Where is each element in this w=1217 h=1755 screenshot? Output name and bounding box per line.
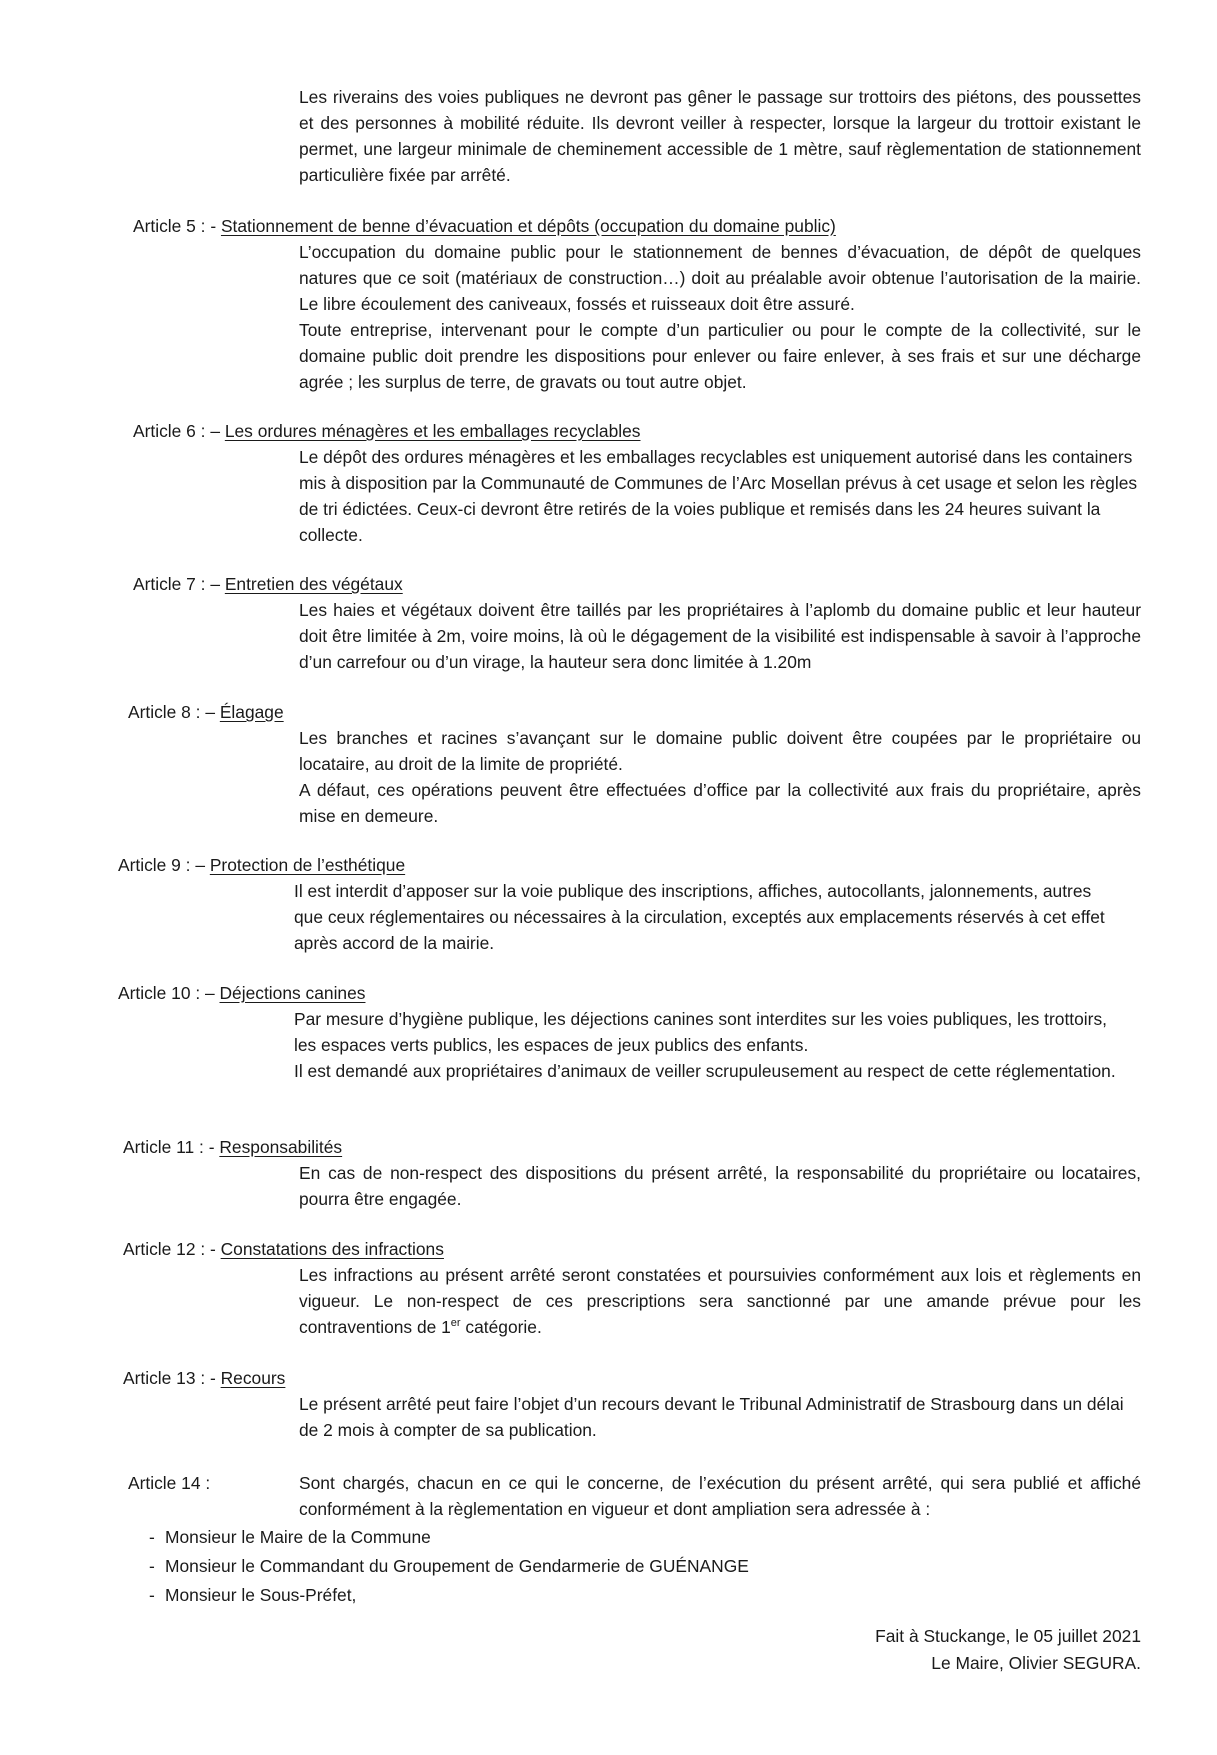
- article-title: Les ordures ménagères et les emballages recyclables: [224, 421, 641, 441]
- article-label: Article 10 :: [118, 983, 201, 1003]
- intro-paragraph: Les riverains des voies publiques ne devront pas gêner le passage sur trottoirs des piétons, des poussettes et des personnes à mobilité réduite. Ils devront veiller à respecter, lorsque la largeur du trottoir existant le permet, une largeur minimale de cheminement accessible de 1 mètre, sauf règlementation de stationnement particulière fixée par arrêté.: [299, 87, 1141, 185]
- list-item: - Monsieur le Maire de la Commune: [149, 1527, 431, 1547]
- article-title: Stationnement de benne d’évacuation et dépôts (occupation du domaine public): [220, 216, 836, 236]
- article-14-paragraph: Sont chargés, chacun en ce qui le concerne, de l’exécution du présent arrêté, qui sera publié et affiché conformément à la règlementation en vigueur et dont ampliation sera adressée à :: [299, 1473, 1141, 1519]
- article-13-heading: Article 13 : - Recours: [123, 1368, 286, 1388]
- article-label: Article 12 :: [123, 1239, 206, 1259]
- article-label: Article 7 :: [133, 574, 206, 594]
- article-label: Article 5 :: [133, 216, 206, 236]
- article-5-paragraph-1: L’occupation du domaine public pour le stationnement de bennes d’évacuation, de dépôt de quelques natures que ce soit (matériaux de construction…) doit au préalable avoir obtenue l’autorisation de la mairie. Le libre écoulement des caniveaux, fossés et ruisseaux doit être assuré.: [299, 242, 1141, 314]
- recipient-list: [149, 1523, 749, 1610]
- article-title: Élagage: [219, 702, 284, 722]
- article-8-paragraph-1: Les branches et racines s’avançant sur le domaine public doivent être coupées par le propriétaire ou locataire, au droit de la limite de propriété.: [299, 728, 1141, 774]
- signer-name: Le Maire, Olivier SEGURA.: [931, 1653, 1141, 1673]
- article-9-paragraph-1: Il est interdit d’apposer sur la voie publique des inscriptions, affiches, autocollants, jalonnements, autres que ceux réglementaires ou nécessaires à la circulation, exceptés aux emplacements réservés à cet effet après accord de la mairie.: [294, 881, 1105, 953]
- article-5-paragraph-2: Toute entreprise, intervenant pour le compte d’un particulier ou pour le compte de la collectivité, sur le domaine public doit prendre les dispositions pour enlever ou faire enlever, à ses frais et sur une décharge agrée ; les surplus de terre, de gravats ou tout autre objet.: [299, 320, 1141, 392]
- article-title: Protection de l’esthétique: [209, 855, 406, 875]
- place-date: Fait à Stuckange, le 05 juillet 2021: [875, 1626, 1141, 1646]
- article-title: Responsabilités: [219, 1137, 343, 1157]
- article-11-paragraph-1: En cas de non-respect des dispositions du présent arrêté, la responsabilité du propriétaire ou locataires, pourra être engagée.: [299, 1163, 1141, 1209]
- article-label: Article 6 :: [133, 421, 206, 441]
- article-11-heading: Article 11 : - Responsabilités: [123, 1137, 343, 1157]
- article-9-heading: Article 9 : – Protection de l’esthétique: [118, 855, 406, 875]
- article-8-heading: Article 8 : – Élagage: [128, 702, 284, 722]
- article-10-paragraph-1: Par mesure d’hygiène publique, les déjections canines sont interdites sur les voies publiques, les trottoirs, les espaces verts publics, les espaces de jeux publics des enfants.: [294, 1009, 1107, 1055]
- signature-block: [875, 1623, 1141, 1677]
- article-7-heading: Article 7 : – Entretien des végétaux: [133, 574, 403, 594]
- article-title: Déjections canines: [219, 983, 366, 1003]
- article-6-paragraph-1: Le dépôt des ordures ménagères et les emballages recyclables est uniquement autorisé dans les containers mis à disposition par la Communauté de Communes de l’Arc Mosellan prévus à cet usage et selon les règles de tri édictées. Ceux-ci devront être retirés de la voies publique et remisés dans les 24 heures suivant la collecte.: [299, 447, 1138, 545]
- article-5-heading: Article 5 : - Stationnement de benne d’évacuation et dépôts (occupation du domaine public): [133, 216, 836, 236]
- article-label: Article 13 :: [123, 1368, 206, 1388]
- article-12-paragraph-1: Les infractions au présent arrêté seront constatées et poursuivies conformément aux lois et règlements en vigueur. Le non-respect de ces prescriptions sera sanctionné par une amande prévue pour les contraventions de 1er catégorie.: [299, 1265, 1141, 1337]
- article-label: Article 9 :: [118, 855, 191, 875]
- article-6-heading: Article 6 : – Les ordures ménagères et les emballages recyclables: [133, 421, 641, 441]
- article-8-paragraph-2: A défaut, ces opérations peuvent être effectuées d’office par la collectivité aux frais du propriétaire, après mise en demeure.: [299, 780, 1141, 826]
- article-label: Article 11 :: [123, 1137, 204, 1157]
- article-13-paragraph-1: Le présent arrêté peut faire l’objet d’un recours devant le Tribunal Administratif de Strasbourg dans un délai de 2 mois à compter de sa publication.: [299, 1394, 1124, 1440]
- article-14-heading: Article 14 :: [128, 1473, 211, 1493]
- article-12-heading: Article 12 : - Constatations des infractions: [123, 1239, 444, 1259]
- article-title: Recours: [220, 1368, 286, 1388]
- article-title: Entretien des végétaux: [224, 574, 403, 594]
- list-item: - Monsieur le Commandant du Groupement de Gendarmerie de GUÉNANGE: [149, 1556, 749, 1576]
- list-item: - Monsieur le Sous-Préfet,: [149, 1585, 357, 1605]
- article-7-paragraph-1: Les haies et végétaux doivent être taillés par les propriétaires à l’aplomb du domaine public et leur hauteur doit être limitée à 2m, voire moins, là où le dégagement de la visibilité est indispensable à savoir à l’approche d’un carrefour ou d’un virage, la hauteur sera donc limitée à 1.20m: [299, 600, 1141, 672]
- article-label: Article 8 :: [128, 702, 201, 722]
- article-10-heading: Article 10 : – Déjections canines: [118, 983, 366, 1003]
- article-title: Constatations des infractions: [220, 1239, 444, 1259]
- article-10-paragraph-2: Il est demandé aux propriétaires d’animaux de veiller scrupuleusement au respect de cette réglementation.: [294, 1061, 1116, 1081]
